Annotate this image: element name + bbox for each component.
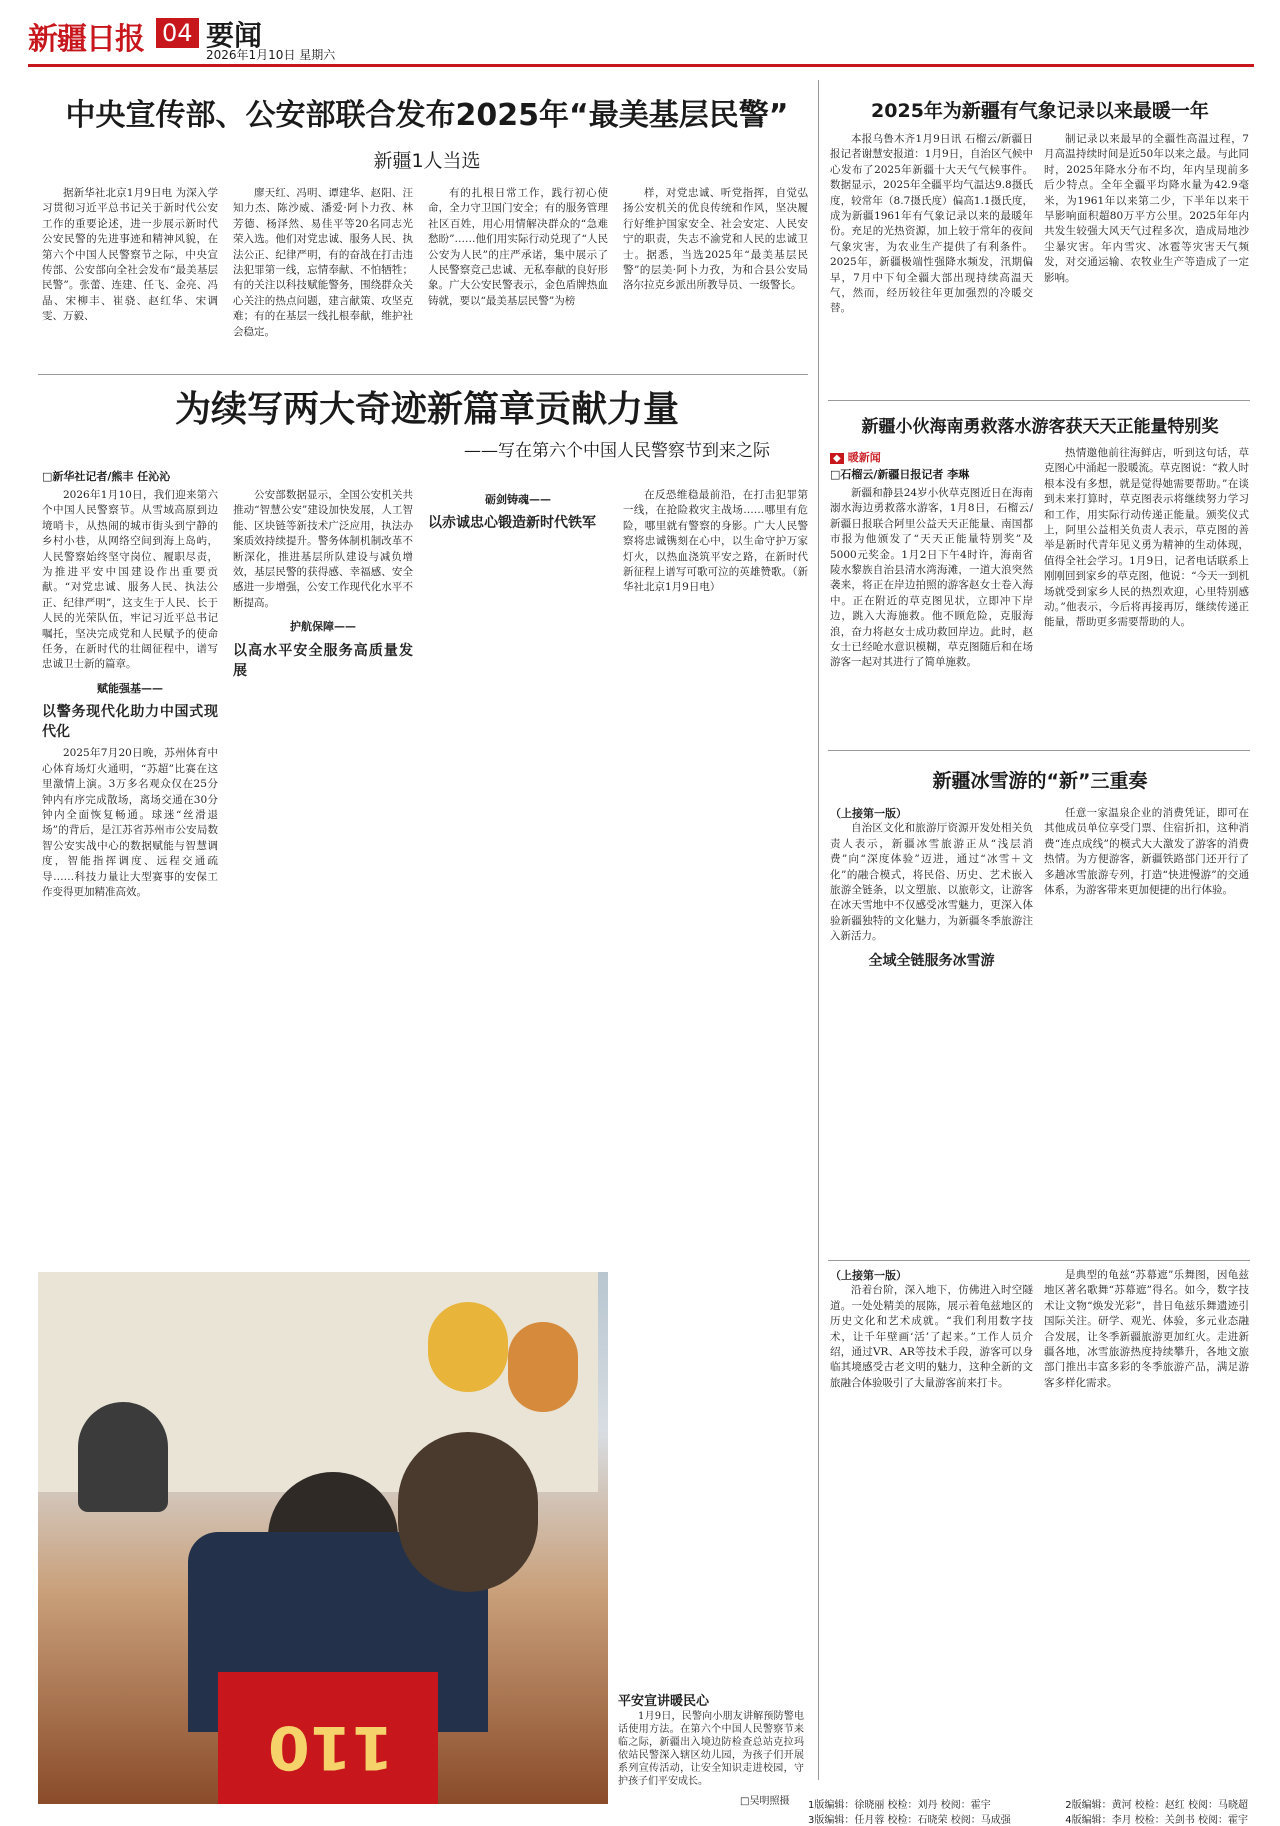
footer-editor-4: 4版编辑：李月 校检：关剑书 校阅：霍宇 [1065,1815,1248,1826]
lead-col-4: 样，对党忠诚、听党指挥，自觉弘扬公安机关的优良传统和作风，坚决履行好维护国家安全、社会安定、人民安宁的职责，失志不渝党和人民的忠诚卫士。据悉，当选2025年“最美基层民警”的层美·阿卜力孜，为和合县公安局洛尔拉克乡派出所教导员、一级警长。 [623,187,808,292]
masthead [28,14,1254,62]
ice-continued-2: （上接第一版） [830,1269,907,1282]
feature-sub1: 以警务现代化助力中国式现代化 [42,704,218,741]
page-number: 04 [156,18,199,48]
feature-col-1: 2026年1月10日，我们迎来第六个中国人民警察节。从雪域高原到边境哨卡，从热闹的城市街头到宁静的乡村小巷，从网络空间到海上岛屿，人民警察始终坚守岗位、履职尽责，为推进平安中国建设作出重要贡献。“对党忠诚、服务人民、执法公正、纪律严明”，这支生于人民、长于人民的光荣队伍，牢记习近平总书记嘱托，坚决完成党和人民赋予的使命任务，在新时代的壮阔征程中，谱写忠诚卫士新的篇章。 赋能强基—— 以警务现代化助力中国式现代化 2025年7月20日晚，苏州体育中心体育场灯火通明，“苏超”比赛在这里激情上演。3万多名观众仅在25分钟内有序完成散场，离场交通在30分钟内全面恢复畅通。球迷“丝滑退场”的背后，是江苏省苏州市公安局数智公安实战中心的数据赋能与智慧调度，智能指挥调度、远程交通疏导……科技力量让大型赛事的安保工作变得更加精准高效。 [42,489,218,898]
news-tag-icon: ◆ [830,453,844,464]
weather-title: 2025年为新疆有气象记录以来最暖一年 [871,100,1209,122]
lead-col-1: 据新华社北京1月9日电 为深入学习贯彻习近平总书记关于新时代公安工作的重要论述，进一步展示新时代公安民警的先进事迹和精神风貌，在第六个中国人民警察节之际，中央宣传部、公安部向全社会发布“最美基层民警”。张蕾、连建、任飞、金亮、冯晶、宋柳丰、崔骁、赵红华、宋调雯、万毅、 [42,187,218,323]
masthead-rule [28,64,1254,67]
feature-sub2: 以高水平安全服务高质量发展 [233,642,413,679]
issue-date: 2026年1月10日 星期六 [206,48,336,62]
weather-col-2: 制记录以来最早的全疆性高温过程，7月高温持续时间是近50年以来之最。与此同时，2025年降水分布不均，年内呈现前多后少特点。全年全疆平均降水量为42.9毫米，为1961年以来第二少，下半年以来干旱影响面积超80万平方公里。2025年年内共发生较强大风天气过程多次，造成局地沙尘暴灾害。年内雪灾、冰雹等灾害天气频发，对交通运输、农牧业生产等造成了一定影响。 [1044,133,1249,284]
ice-col-1: （上接第一版） 自治区文化和旅游厅资源开发处相关负责人表示，新疆冰雪旅游正从“浅层消费”向“深度体验”迈进，通过“冰雪＋文化”的融合模式，将民俗、历史、艺术嵌入旅游全链条，以文塑旅、以旅彰文，让游客在冰天雪地中不仅感受冰雪魅力，更深入体验新疆独特的文化魅力，为新疆冬季旅游注入新活力。 全域全链服务冰雪游 [830,807,1033,969]
rescue-tag [830,446,920,465]
rescue-tag-label: 暖新闻 [847,451,881,464]
rescue-byline: □石榴云/新疆日报记者 李琳 [830,468,970,481]
ice-divider [828,1260,1250,1261]
weather-divider [828,400,1250,401]
ice-continued-1: （上接第一版） [830,807,907,820]
photo-caption: 1月9日，民警向小朋友讲解预防警电话使用方法。在第六个中国人民警察节来临之际，新疆出入境边防检查总站克拉玛依站民警深入辖区幼儿园，为孩子们开展系列宣传活动，让安全知识走进校园，守护孩子们平安成长。 [618,1711,804,1787]
feature-col-4: 在反恐维稳最前沿，在打击犯罪第一线，在抢险救灾主战场……哪里有危险，哪里就有警察的身影。广大人民警察将忠诚镌刻在心中，以生命守护万家灯火，以热血浇筑平安之路，在新时代新征程上谱写可歌可泣的英雄赞歌。（新华社北京1月9日电） [623,489,808,594]
rescue-col-2: 热情邀他前往海鲜店，听到这句话，草克图心中涌起一股暖流。草克图说：“救人时根本没有多想，就是觉得她需要帮助。”在谈到未来打算时，草克图表示将继续努力学习和工作，用实际行动传递正能量。颁奖仪式上，阿里公益相关负责人表示，草克图的善举是新时代青年见义勇为精神的生动体现，值得全社会学习。1月9日，记者电话联系上刚刚回到家乡的草克图，他说：“今天一到机场就受到家乡人民的热烈欢迎，心里特别感动。”他表示，今后将再接再厉，继续传递正能量，帮助更多需要帮助的人。 [1044,447,1249,629]
feature-sub3-kicker: 砺剑铸魂—— [485,493,551,506]
rescue-col-1: 新疆和静县24岁小伙草克图近日在海南溺水海边勇救落水游客，1月8日，石榴云/新疆日报联合阿里公益天天正能量、南国都市报为他颁发了“天天正能量特别奖”及5000元奖金。1月2日下午4时许，海南省陵水黎族自治县清水湾海滩，一道大浪突然袭来，将正在岸边拍照的游客赵女士卷入海中。正在附近的草克图见状，立即冲下岸边，跳入大海施救。他不顾危险，克服海浪，奋力将赵女士成功救回岸边。此时，赵女士已经呛水意识模糊，草克图随后和在场游客一起对其进行了简单施救。 [830,487,1033,669]
photo-banner-text: 110 [268,1712,394,1782]
feature-subtitle: ——写在第六个中国人民警察节到来之际 [464,441,770,461]
feature-sub3: 以赤诚忠心锻造新时代铁军 [428,515,596,532]
rescue-divider [828,750,1250,751]
lead-title: 中央宣传部、公安部联合发布2025年“最美基层民警” [65,98,789,133]
lead-subtitle: 新疆1人当选 [373,150,481,172]
feature-sub1-kicker: 赋能强基—— [97,681,163,695]
ice-col-3: （上接第一版） 沿着台阶，深入地下，仿佛进入时空隧道。一处处精美的展陈，展示着龟兹地区的历史文化和艺术成就。“我们利用数字技术，让千年壁画‘活’了起来。”工作人员介绍，通过VR、AR等技术手段，游客可以身临其境感受古老文明的魅力，这种全新的文旅融合体验吸引了大量游客前来打卡。 [830,1269,1033,1389]
photo-credit: □吴明照摄 [740,1796,790,1807]
footer-editor-3: 3版编辑：任月蓉 校检：石晓荣 校阅：马成强 [808,1815,1011,1826]
ice-col-2: 任意一家温泉企业的消费凭证，即可在其他成员单位享受门票、住宿折扣，这种消费“连点成线”的模式大大激发了游客的消费热情。为方便游客，新疆铁路部门还开行了多趟冰雪旅游专列，打造“快进慢游”的交通体系，为游客带来更加便捷的出行体验。 [1044,807,1249,897]
editor-footer [808,1796,1248,1826]
section-name: 要闻 [206,19,263,52]
ice-subhead: 全域全链服务冰雪游 [868,952,995,969]
lead-col-2: 廖天红、冯明、谭建华、赵阳、汪知力杰、陈沙威、潘爱·阿卜力孜、林芳德、杨泽然、易佳平等20名同志光荣入选。他们对党忠诚、服务人民、执法公正、纪律严明，有的奋战在打击违法犯罪第一线，忘情奉献、不怕牺牲；有的关注以科技赋能警务，围绕群众关心关注的热点问题，建言献策、攻坚克难；有的在基层一线扎根奉献，维护社会稳定。 [233,187,413,338]
main-column-divider [818,80,819,1780]
feature-sub2-kicker: 护航保障—— [290,620,356,634]
lead-divider [38,374,808,375]
feature-byline: □新华社记者/熊丰 任沁沁 [42,470,171,483]
footer-editor-1: 1版编辑：徐晓丽 校检：刘丹 校阅：霍宇 [808,1800,991,1811]
newspaper-logo: 新疆日报 [28,22,144,57]
footer-editor-2: 2版编辑：黄河 校检：赵红 校阅：马晓超 [1065,1800,1248,1811]
ice-col-4: 是典型的龟兹“苏幕遮”乐舞图，因龟兹地区著名歌舞“苏幕遮”得名。如今，数字技术让文物“焕发光彩”，昔日龟兹乐舞遗迹引国际关注。研学、观光、体验，多元业态融合发展，让冬季新疆旅游更加红火。走进新疆各地，冰雪旅游热度持续攀升，各地文旅部门推出丰富多彩的冬季旅游产品，满足游客多样化需求。 [1044,1269,1249,1389]
weather-col-1: 本报乌鲁木齐1月9日讯 石榴云/新疆日报记者谢慧安报道：1月9日，自治区气候中心发布了2025年新疆十大天气气候事件。数据显示，2025年全疆平均气温达9.8摄氏度，较常年（8.7摄氏度）偏高1.1摄氏度，成为新疆1961年有气象记录以来的最暖年份。充足的光热资源，加上较于常年的夜间气象灾害，为农业生产提供了有利条件。2025年，新疆极端性强降水频发，汛期偏早，7月中下旬全疆大部出现持续高温天气，然而，经历较往年更加强烈的冷暖交替。 [830,133,1033,315]
rescue-title: 新疆小伙海南勇救落水游客获天天正能量特别奖 [861,417,1219,437]
photo-title: 平安宣讲暖民心 [618,1694,710,1709]
feature-title: 为续写两大奇迹新篇章贡献力量 [174,389,679,430]
ice-title: 新疆冰雪游的“新”三重奏 [932,770,1148,792]
lead-col-3: 有的扎根日常工作，践行初心使命，全力守卫国门安全；有的服务管理社区百姓，用心用情解决群众的“急难愁盼”……他们用实际行动兑现了“人民公安为人民”的庄严承诺，集中展示了人民警察竞己忠诚、无私奉献的良好形象。广大公安民警表示，金色盾牌热血铸就，要以“最美基层民警”为榜 [428,187,608,307]
feature-col-2: 公安部数据显示，全国公安机关共推动“智慧公安”建设加快发展，人工智能、区块链等新技术广泛应用，执法办案质效持续提升。警务体制机制改革不断深化，推进基层所队建设与减负增效，基层民警的获得感、幸福感、安全感进一步增强，公安工作现代化水平不断提高。 护航保障—— 以高水平安全服务高质量发展 [233,489,413,679]
feature-col-3 [428,488,608,1268]
